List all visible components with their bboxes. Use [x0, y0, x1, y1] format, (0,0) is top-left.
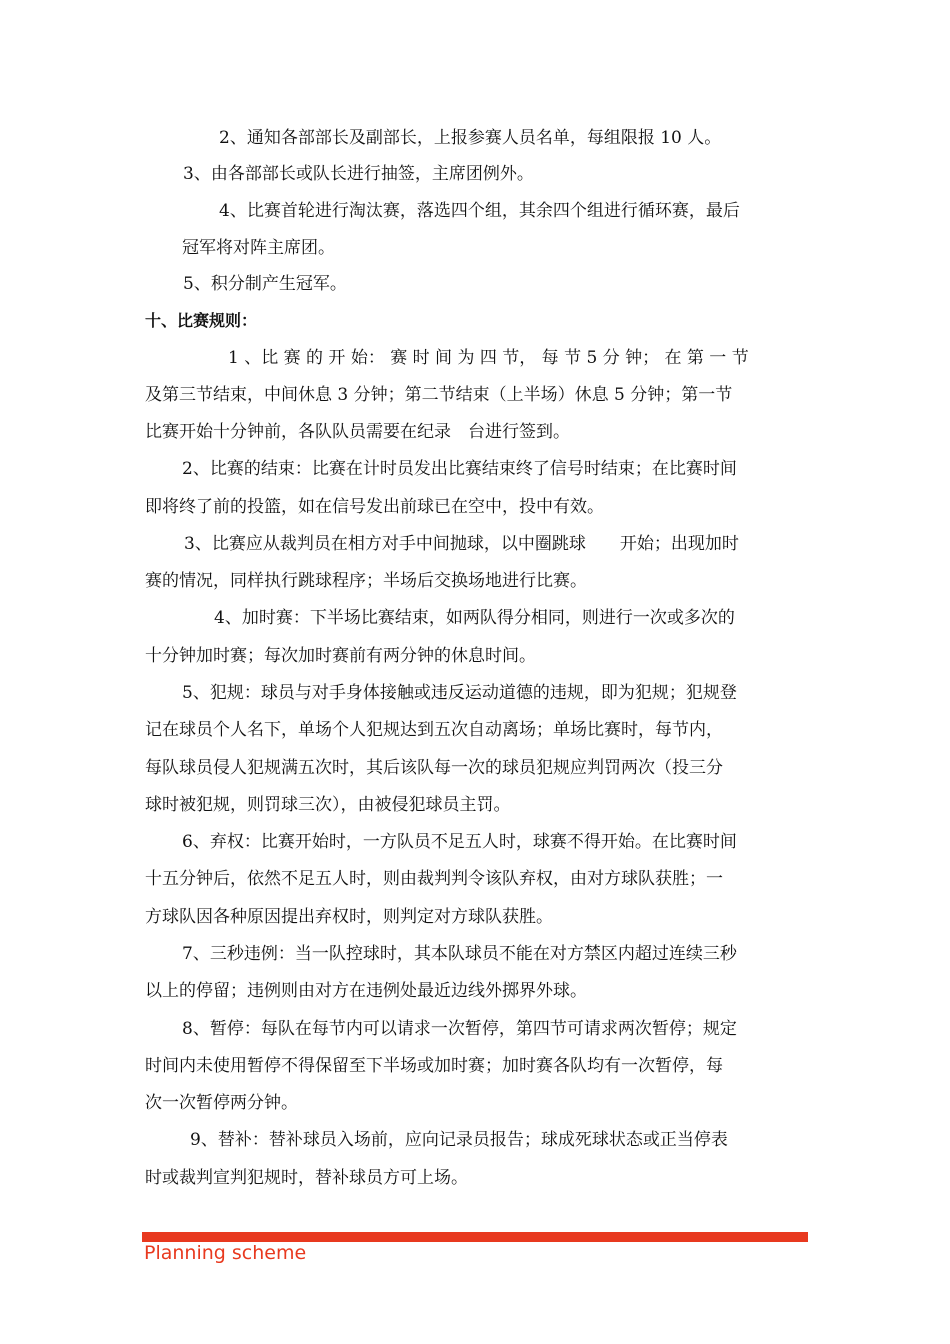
text-line: 5、积分制产生冠军。 [183, 274, 347, 294]
text-line: 8、暂停：每队在每节内可以请求一次暂停，第四节可请求两次暂停；规定 [182, 1019, 737, 1039]
text-line: 以上的停留；违例则由对方在违例处最近边线外掷界外球。 [145, 981, 587, 1001]
text-line: 时或裁判宣判犯规时，替补球员方可上场。 [145, 1168, 468, 1188]
text-line: 十五分钟后，依然不足五人时，则由裁判判令该队弃权，由对方球队获胜；一 [145, 869, 723, 889]
text-line: 球时被犯规，则罚球三次），由被侵犯球员主罚。 [145, 795, 511, 815]
text-line: 方球队因各种原因提出弃权时，则判定对方球队获胜。 [145, 907, 553, 927]
text-line: 记在球员个人名下，单场个人犯规达到五次自动离场；单场比赛时，每节内， [145, 720, 723, 740]
text-line: 次一次暂停两分钟。 [145, 1093, 298, 1113]
text-line: 3、比赛应从裁判员在相方对手中间抛球，以中圈跳球 开始；出现加时 [184, 534, 739, 554]
text-line: 即将终了前的投篮，如在信号发出前球已在空中，投中有效。 [145, 497, 604, 517]
section-heading: 十、比赛规则： [145, 311, 258, 330]
text-line: 每队球员侵人犯规满五次时，其后该队每一次的球员犯规应判罚两次（投三分 [145, 758, 723, 778]
text-line: 6、弃权：比赛开始时，一方队员不足五人时，球赛不得开始。在比赛时间 [182, 832, 737, 852]
text-line: 7、三秒违例：当一队控球时，其本队球员不能在对方禁区内超过连续三秒 [182, 944, 737, 964]
text-line: 3、由各部部长或队长进行抽签，主席团例外。 [183, 164, 534, 184]
text-line: 5、犯规：球员与对手身体接触或违反运动道德的违规，即为犯规；犯规登 [182, 683, 737, 703]
text-line: 赛的情况，同样执行跳球程序；半场后交换场地进行比赛。 [145, 571, 587, 591]
text-line: 冠军将对阵主席团。 [182, 238, 335, 258]
text-line: 9、替补：替补球员入场前，应向记录员报告；球成死球状态或正当停表 [190, 1130, 728, 1150]
text-line: 2、通知各部部长及副部长，上报参赛人员名单，每组限报 10 人。 [219, 128, 722, 148]
text-line: 及第三节结束，中间休息 3 分钟；第二节结束（上半场）休息 5 分钟；第一节 [145, 385, 733, 405]
text-line: 2、比赛的结束：比赛在计时员发出比赛结束终了信号时结束；在比赛时间 [182, 459, 737, 479]
text-line: 时间内未使用暂停不得保留至下半场或加时赛；加时赛各队均有一次暂停，每 [145, 1056, 723, 1076]
text-line: 4、比赛首轮进行淘汰赛，落选四个组，其余四个组进行循环赛，最后 [219, 201, 740, 221]
text-line: 1 、比 赛 的 开 始： 赛 时 间 为 四 节， 每 节 5 分 钟； 在 第 一 节 [228, 348, 749, 368]
text-line: 十分钟加时赛；每次加时赛前有两分钟的休息时间。 [145, 646, 536, 666]
text-line: 4、加时赛：下半场比赛结束，如两队得分相同，则进行一次或多次的 [214, 608, 735, 628]
footer-label: Planning scheme [144, 1242, 307, 1264]
text-line: 比赛开始十分钟前，各队队员需要在纪录 台进行签到。 [145, 422, 570, 442]
